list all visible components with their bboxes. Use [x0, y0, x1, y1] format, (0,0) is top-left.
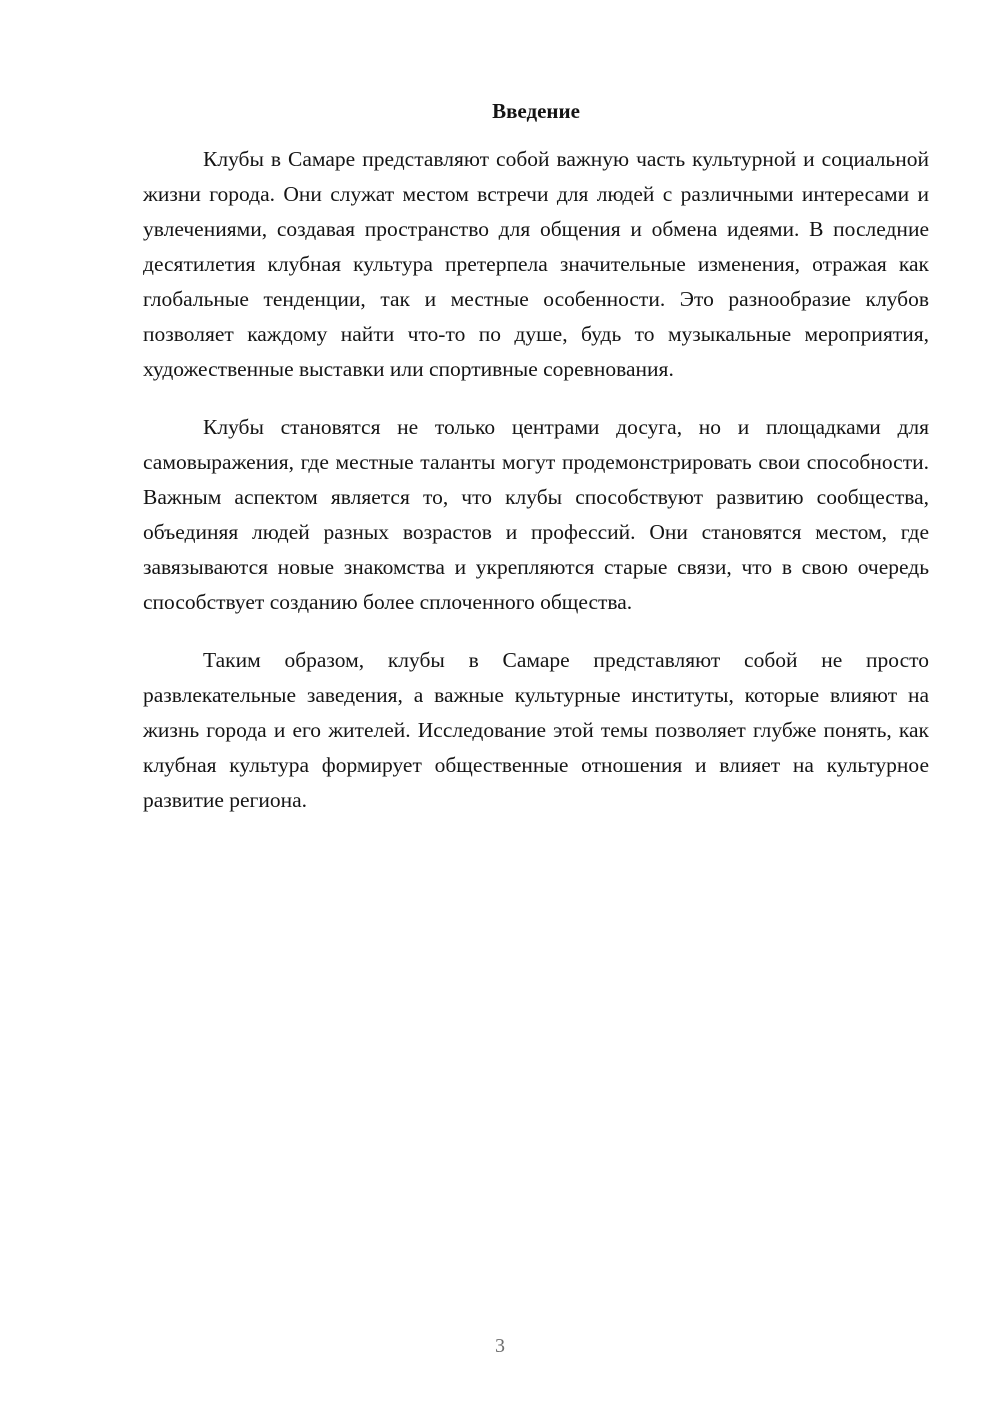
paragraph-2: Клубы становятся не только центрами досуга, но и площадками для самовыражения, где местные таланты могут продемонстрировать свои способности. Важным аспектом является то, что клубы способствуют развитию сообщества, объединяя людей разных возрастов и профессий. Они становятся местом, где завязываются новые знакомства и укрепляются старые связи, что в свою очередь способствует созданию более сплоченного общества. — [143, 415, 929, 614]
section-body — [143, 142, 929, 841]
paragraph-3: Таким образом, клубы в Самаре представляют собой не просто развлекательные заведения, а важные культурные институты, которые влияют на жизнь города и его жителей. Исследование этой темы позволяет глубже понять, как клубная культура формирует общественные отношения и влияет на культурное развитие региона. — [143, 648, 929, 812]
page-number: 3 — [495, 1335, 505, 1357]
paragraph-1: Клубы в Самаре представляют собой важную часть культурной и социальной жизни города. Они служат местом встречи для людей с различными интересами и увлечениями, создавая пространство для общения и обмена идеями. В последние десятилетия клубная культура претерпела значительные изменения, отражая как глобальные тенденции, так и местные особенности. Это разнообразие клубов позволяет каждому найти что-то по душе, будь то музыкальные мероприятия, художественные выставки или спортивные соревнования. — [143, 147, 929, 381]
section-title: Введение — [492, 99, 580, 123]
